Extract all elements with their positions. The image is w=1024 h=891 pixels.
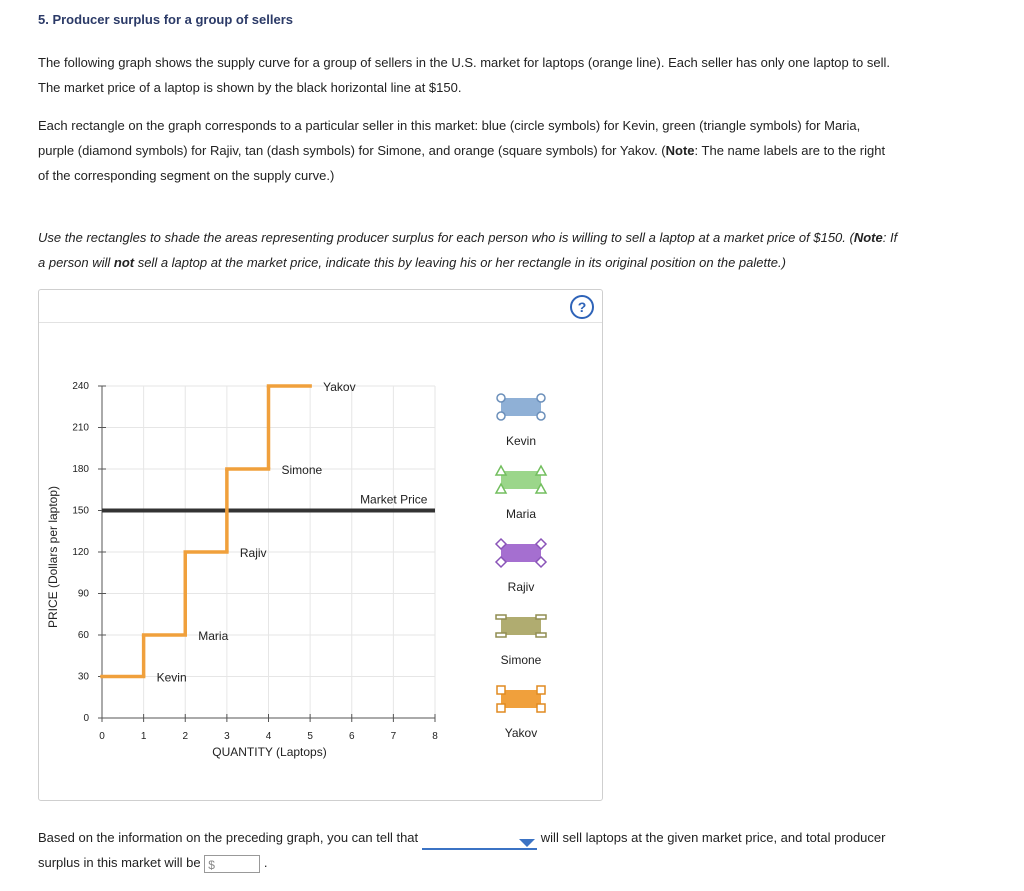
y-tick-label: 90 [77, 588, 89, 600]
answer-text-1: Based on the information on the preceding graph, you can tell that [38, 830, 419, 845]
y-tick-label: 210 [72, 422, 89, 434]
instructions-line-2 [38, 250, 998, 275]
corner-square-icon [497, 686, 505, 694]
supply-chart [39, 290, 602, 800]
answer-period: . [263, 855, 268, 870]
palette-tool-yakov[interactable] [497, 686, 545, 712]
x-tick-label: 0 [99, 731, 105, 742]
answer-section [38, 825, 998, 875]
palette-rect-yakov [501, 690, 541, 708]
palette-rect-simone [501, 617, 541, 635]
graph-panel [38, 289, 603, 801]
instructions-line-2a: a person will [38, 255, 114, 270]
sellers-dropdown[interactable] [422, 833, 537, 850]
answer-text-3: surplus in this market will be [38, 855, 201, 870]
instructions-line-1b: : If [882, 230, 898, 245]
y-tick-label: 120 [72, 547, 89, 558]
supply-label-rajiv: Rajiv [239, 546, 267, 560]
corner-circle-icon [497, 394, 505, 402]
instructions-line-2b: sell a laptop at the market price, indicate this by leaving his or her rectangle in its original position on the palette.) [134, 255, 786, 270]
palette-layer [496, 394, 546, 740]
instructions-line-1 [38, 225, 998, 250]
instructions-line-1a: Use the rectangles to shade the areas representing producer surplus for each person who is willing to sell a laptop at a market price of $150. ( [38, 230, 854, 245]
rectangles-line-3: of the corresponding segment on the supply curve.) [38, 168, 335, 183]
market-price-label: Market Price [360, 492, 428, 507]
surplus-input[interactable]: $ [204, 855, 260, 873]
palette-tool-simone[interactable] [496, 615, 546, 637]
answer-text-2: will sell laptops at the given market price, and total producer [540, 830, 886, 845]
supply-label-kevin: Kevin [156, 670, 187, 685]
corner-dash-icon [536, 633, 546, 637]
y-tick-label: 60 [77, 630, 89, 641]
corner-dash-icon [496, 615, 506, 619]
corner-dash-icon [496, 633, 506, 637]
not-emphasis: not [113, 255, 135, 270]
corner-circle-icon [497, 412, 505, 420]
x-tick-label: 6 [348, 731, 355, 742]
supply-label-yakov: Yakov [323, 380, 356, 394]
corner-dash-icon [536, 615, 546, 619]
x-tick-label: 2 [182, 731, 189, 742]
x-tick-label: 5 [307, 731, 313, 742]
y-tick-label: 0 [83, 713, 89, 724]
rectangles-line-2a: purple (diamond symbols) for Rajiv, tan (dash symbols) for Simone, and orange (square symbols) for Yakov. ( [38, 143, 666, 158]
palette-rect-rajiv [501, 544, 541, 562]
corner-square-icon [497, 704, 505, 712]
supply-label-simone: Simone [281, 463, 323, 477]
note-label-2: Note [853, 230, 883, 245]
y-tick-label: 150 [72, 505, 89, 517]
chevron-down-icon [519, 839, 535, 847]
palette-tool-kevin[interactable] [497, 394, 545, 420]
palette-label-simone: Simone [500, 653, 542, 667]
corner-square-icon [537, 704, 545, 712]
palette-tool-maria[interactable] [496, 466, 546, 493]
x-tick-label: 7 [390, 731, 397, 742]
x-tick-label: 1 [140, 731, 147, 742]
palette-rect-kevin [501, 398, 541, 416]
corner-triangle-icon [536, 466, 546, 475]
palette-label-kevin: Kevin [505, 434, 537, 448]
palette-label-maria: Maria [505, 507, 537, 521]
corner-square-icon [537, 686, 545, 694]
palette-label-yakov: Yakov [504, 726, 538, 740]
axis-layer [46, 381, 438, 759]
rectangles-line-1: Each rectangle on the graph corresponds to a particular seller in this market: blue (circle symbols) for Kevin, green (triangle symbols) for Maria, [38, 118, 861, 133]
y-tick-label: 180 [72, 464, 89, 475]
supply-label-maria: Maria [198, 629, 229, 643]
corner-circle-icon [537, 394, 545, 402]
intro-paragraph [38, 50, 998, 100]
x-tick-label: 3 [224, 731, 230, 742]
x-tick-label: 4 [265, 731, 272, 742]
y-tick-label: 30 [77, 671, 89, 683]
rectangles-paragraph [38, 113, 998, 188]
x-tick-label: 8 [432, 731, 438, 742]
palette-label-rajiv: Rajiv [507, 580, 535, 594]
help-button[interactable]: ? [570, 295, 594, 319]
y-axis-title: PRICE (Dollars per laptop) [46, 485, 60, 629]
corner-circle-icon [537, 412, 545, 420]
x-axis-title: QUANTITY (Laptops) [212, 745, 327, 759]
y-tick-label: 240 [72, 381, 89, 392]
intro-line-2: The market price of a laptop is shown by the black horizontal line at $150. [38, 80, 462, 95]
palette-rect-maria [501, 471, 541, 489]
rectangles-line-2b: : The name labels are to the right [694, 143, 886, 158]
rectangles-line-2 [38, 138, 998, 163]
instructions-paragraph [38, 225, 998, 275]
note-label: Note [665, 143, 695, 158]
corner-triangle-icon [496, 466, 506, 475]
question-title: 5. Producer surplus for a group of sellers [38, 12, 294, 27]
intro-line-1: The following graph shows the supply curve for a group of sellers in the U.S. market for laptops (orange line). Each seller has only one laptop to sell. [38, 55, 890, 70]
palette-tool-rajiv[interactable] [496, 539, 546, 567]
